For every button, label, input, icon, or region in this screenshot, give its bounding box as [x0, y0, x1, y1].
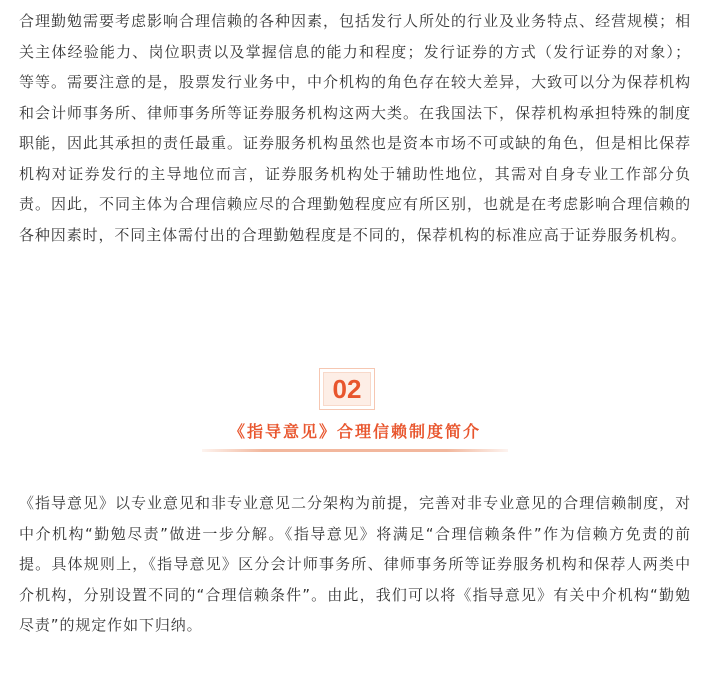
section-title: 《指导意见》合理信赖制度简介 [228, 422, 481, 441]
section-header [0, 368, 710, 458]
section-number: 02 [323, 372, 371, 406]
section-title-underline [202, 449, 508, 452]
paragraph-guidance-summary: 《指导意见》以专业意见和非专业意见二分架构为前提，完善对非专业意见的合理信赖制度，对中介机构“勤勉尽责”做进一步分解。《指导意见》将满足“合理信赖条件”作为信赖方免责的前提。具体规则上，《指导意见》区分会计师事务所、律师事务所等证券服务机构和保荐人两类中介机构，分别设置不同的“合理信赖条件”。由此，我们可以将《指导意见》有关中介机构“勤勉尽责”的规定作如下归纳。 [19, 494, 691, 634]
paragraph-intro: 合理勤勉需要考虑影响合理信赖的各种因素，包括发行人所处的行业及业务特点、经营规模；相关主体经验能力、岗位职责以及掌握信息的能力和程度；发行证券的方式（发行证券的对象）；等等。需要注意的是，股票发行业务中，中介机构的角色存在较大差异，大致可以分为保荐机构和会计师事务所、律师事务所等证券服务机构这两大类。在我国法下，保荐机构承担特殊的制度职能，因此其承担的责任最重。证券服务机构虽然也是资本市场不可或缺的角色，但是相比保荐机构对证券发行的主导地位而言，证券服务机构处于辅助性地位，其需对自身专业工作部分负责。因此，不同主体为合理信赖应尽的合理勤勉程度应有所区别，也就是在考虑影响合理信赖的各种因素时，不同主体需付出的合理勤勉程度是不同的，保荐机构的标准应高于证券服务机构。 [19, 12, 691, 244]
section-number-badge [319, 368, 375, 410]
